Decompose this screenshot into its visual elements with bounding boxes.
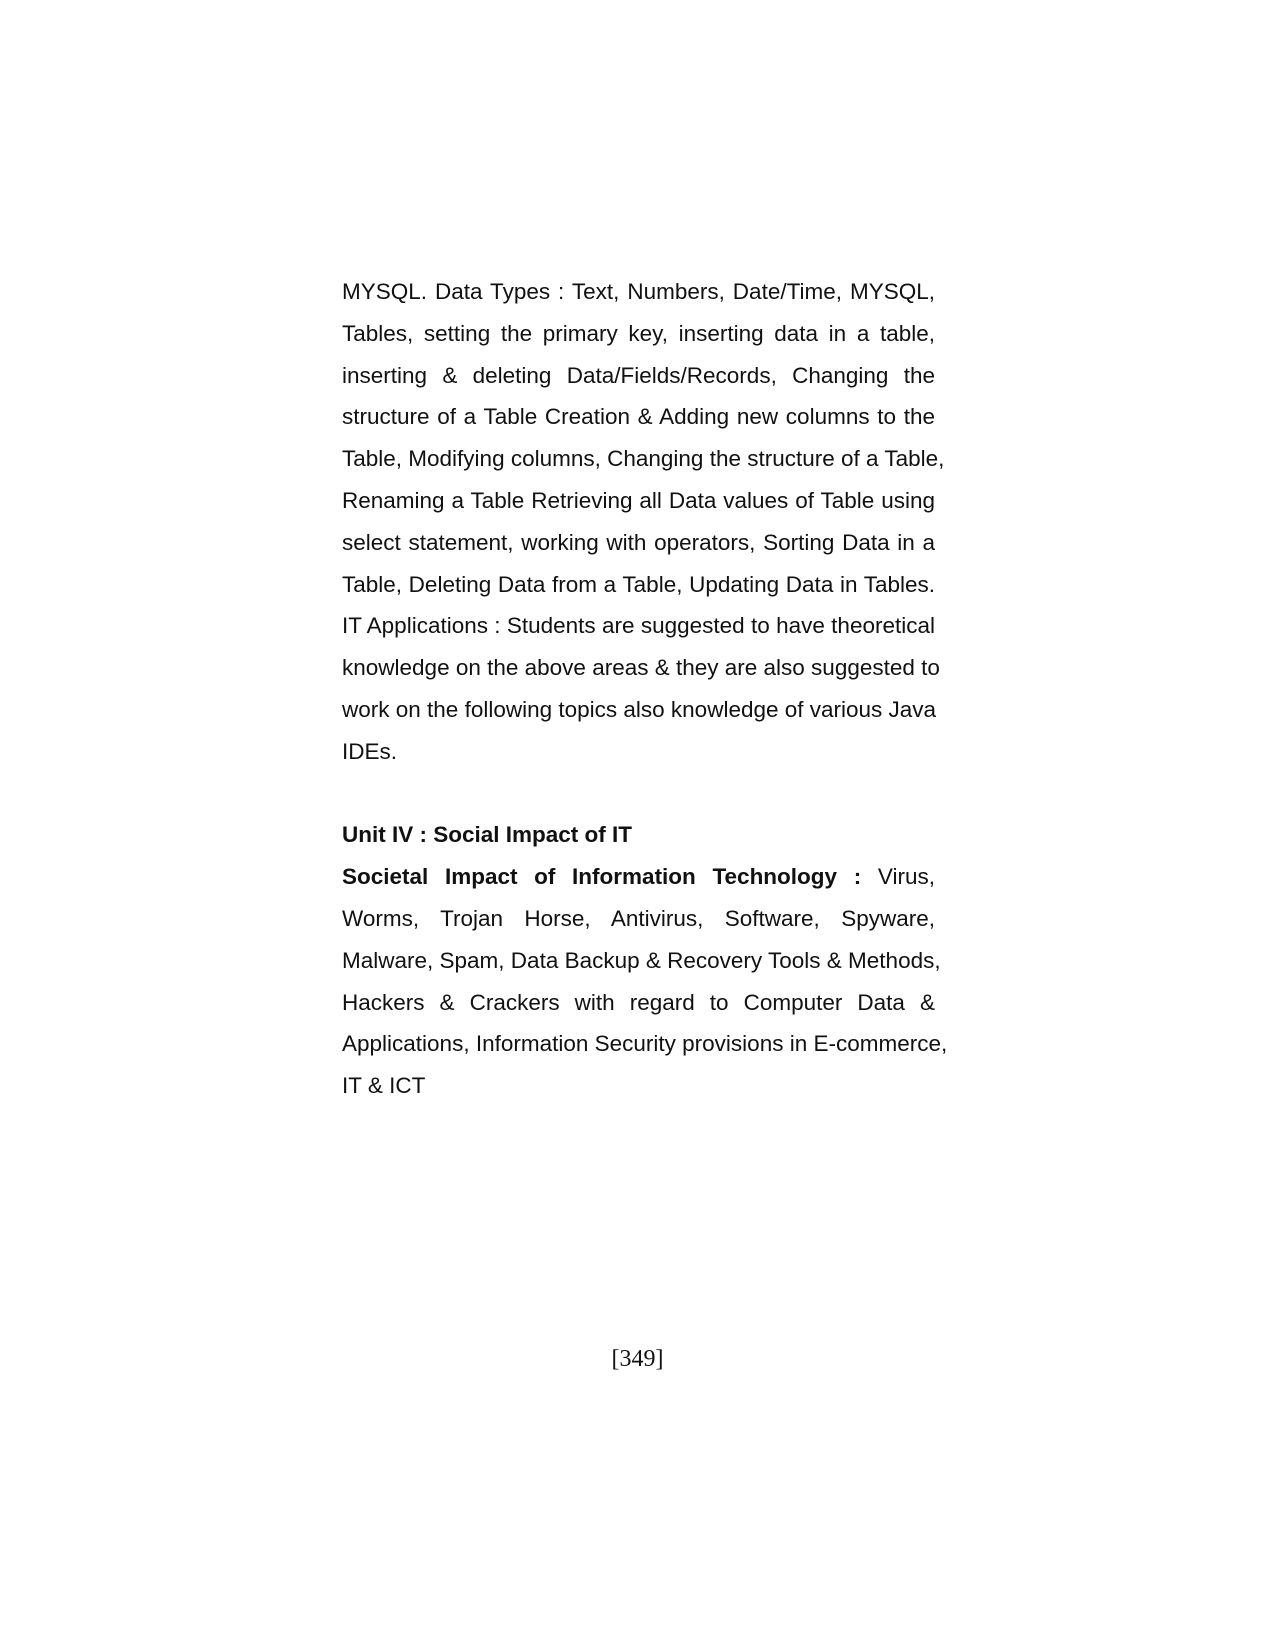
text-line: Renaming a Table Retrieving all Data values of Table using xyxy=(342,487,935,513)
text-line: knowledge on the above areas & they are also suggested to xyxy=(342,655,940,681)
text-line: Worms, Trojan Horse, Antivirus, Software, Spyware, xyxy=(342,905,935,931)
text-line: IT & ICT xyxy=(342,1073,426,1099)
unit-heading: Unit IV : Social Impact of IT xyxy=(342,822,633,848)
page-number: [349] xyxy=(611,1346,664,1372)
syllabus-paragraph-societal-impact xyxy=(342,856,948,1107)
syllabus-paragraph-mysql xyxy=(342,271,945,773)
text-line xyxy=(342,856,935,898)
text-line: IT Applications : Students are suggested to have theoretical xyxy=(342,613,935,639)
text-line: select statement, working with operators, Sorting Data in a xyxy=(342,529,935,555)
text-line: structure of a Table Creation & Adding new columns to the xyxy=(342,404,935,430)
text-line: Applications, Information Security provisions in E-commerce, xyxy=(342,1031,948,1057)
text-line: Malware, Spam, Data Backup & Recovery Tools & Methods, xyxy=(342,947,941,973)
paragraph-spacer xyxy=(342,773,935,815)
paragraph-lead-title: Societal Impact of Information Technology : xyxy=(342,864,862,890)
text-line: IDEs. xyxy=(342,738,398,764)
text-line: Tables, setting the primary key, inserting data in a table, xyxy=(342,320,935,346)
text-line: MYSQL. Data Types : Text, Numbers, Date/Time, MYSQL, xyxy=(342,279,935,304)
text-line: inserting & deleting Data/Fields/Records, Changing the xyxy=(342,362,935,388)
text-line: Hackers & Crackers with regard to Computer Data & xyxy=(342,989,935,1015)
text-line: Table, Deleting Data from a Table, Updating Data in Tables. xyxy=(342,571,935,597)
paragraph-lead-rest: Virus, xyxy=(861,864,935,890)
text-line: work on the following topics also knowledge of various Java xyxy=(342,696,937,722)
text-line: Table, Modifying columns, Changing the structure of a Table, xyxy=(342,446,945,472)
page-body xyxy=(342,271,948,1107)
